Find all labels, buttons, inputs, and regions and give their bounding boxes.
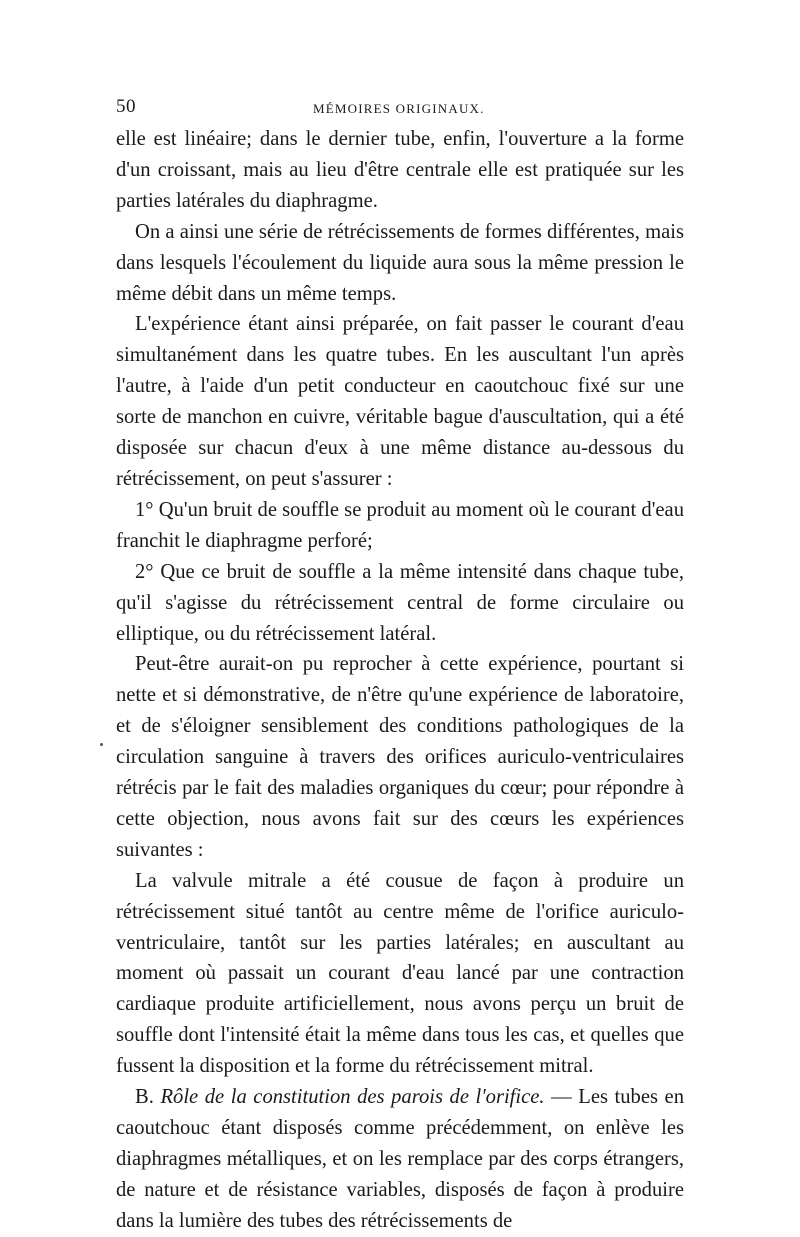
page-header [116,96,684,122]
section-b-paragraph [116,1082,684,1237]
document-page [116,96,684,1237]
section-label: B. [135,1086,154,1109]
section-text: Les tubes en caoutchouc étant disposés comme précédemment, on enlève les diaphragmes métalliques, et on les remplace par des corps étrangers, de nature et de résistance variables, disposés de façon à produire dans la lumière des tubes des rétrécissements de [116,1086,684,1232]
body-text [116,124,684,1237]
paragraph: La valvule mitrale a été cousue de façon à produire un rétrécissement situé tantôt au centre même de l'orifice auriculo-ventriculaire, tantôt sur les parties latérales; en auscultant au moment où passait un courant d'eau lancé par une contraction cardiaque produite artificiellement, nous avons perçu un bruit de souffle dont l'intensité était la même dans tous les cas, et quelles que fussent la disposition et la forme du rétrécissement mitral. [116,869,684,1078]
paragraph: 2° Que ce bruit de souffle a la même intensité dans chaque tube, qu'il s'agisse du rétrécissement central de forme circulaire ou elliptique, ou du rétrécissement latéral. [116,560,684,645]
paragraph: On a ainsi une série de rétrécissements de formes différentes, mais dans lesquels l'écoulement du liquide aura sous la même pression le même débit dans un même temps. [116,220,684,305]
paragraph: 1° Qu'un bruit de souffle se produit au moment où le courant d'eau franchit le diaphragme perforé; [116,498,684,552]
page-number: 50 [116,96,136,117]
section-dash: — [544,1086,579,1109]
paragraph: L'expérience étant ainsi préparée, on fait passer le courant d'eau simultanément dans les quatre tubes. En les auscultant l'un après l'autre, à l'aide d'un petit conducteur en caoutchouc fixé sur une sorte de manchon en cuivre, véritable bague d'auscultation, qui a été disposée sur chacun d'eux à une même distance au-dessous du rétrécissement, on peut s'assurer : [116,313,684,490]
running-head: MÉMOIRES ORIGINAUX. [313,101,485,116]
margin-mark [100,743,103,746]
paragraph: Peut-être aurait-on pu reprocher à cette expérience, pourtant si nette et si démonstrative, de n'être qu'une expérience de laboratoire, et de s'éloigner sensiblement des conditions pathologiques de la circulation sanguine à travers des orifices auriculo-ventriculaires rétrécis par le fait des maladies organiques du cœur; pour répondre à cette objection, nous avons fait sur des cœurs les expériences suivantes : [116,653,684,861]
section-title: Rôle de la constitution des parois de l'orifice. [160,1086,545,1109]
paragraph: elle est linéaire; dans le dernier tube, enfin, l'ouverture a la forme d'un croissant, mais au lieu d'être centrale elle est pratiquée sur les parties latérales du diaphragme. [116,128,684,212]
